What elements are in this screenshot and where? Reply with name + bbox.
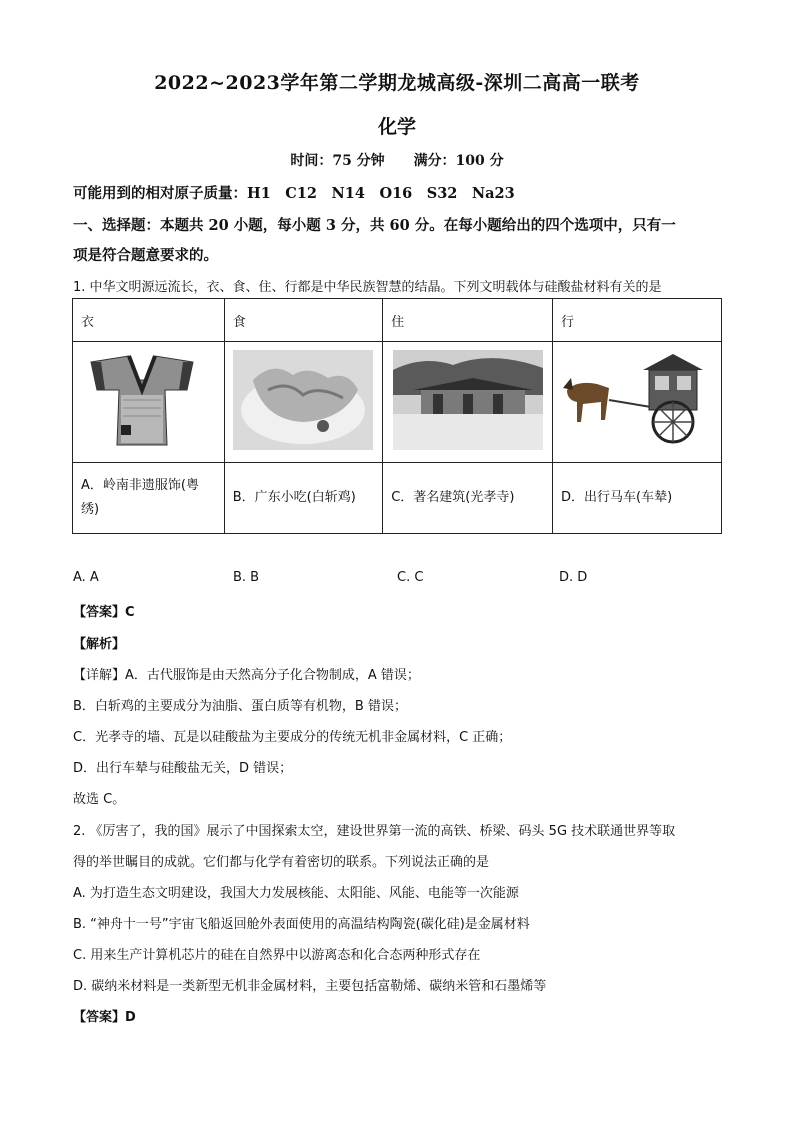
page-title: 2022~2023学年第二学期龙城高级-深圳二高高一联考: [154, 72, 640, 94]
q1-analysis: 【解析】: [73, 637, 126, 652]
caption-a-line2: 绣): [81, 502, 100, 517]
q2-stem-line2: 得的举世瞩目的成就。它们都与化学有着密切的联系。下列说法正确的是: [73, 855, 490, 870]
q2-option-a: A. 为打造生态文明建设，我国大力发展核能、太阳能、风能、电能等一次能源: [73, 886, 519, 901]
q1-stem: 1. 中华文明源远流长，衣、食、住、行都是中华民族智慧的结晶。下列文明载体与硅酸盐材料有关的是: [73, 280, 662, 295]
caption-c: C．著名建筑(光孝寺): [383, 463, 553, 534]
choice-c: C. C: [397, 570, 424, 585]
image-robe: [73, 342, 225, 463]
caption-a-line1: A．岭南非遗服饰(粤: [81, 478, 199, 493]
atomic-masses: 可能用到的相对原子质量：H1 C12 N14 O16 S32 Na23: [73, 185, 515, 202]
caption-b: B．广东小吃(白斩鸡): [224, 463, 382, 534]
subject-title: 化学: [377, 116, 416, 138]
carriage-image: [557, 350, 717, 450]
header-clothing: 衣: [73, 299, 225, 342]
q2-answer: 【答案】D: [73, 1010, 136, 1025]
q1-table: [72, 298, 722, 534]
q2-option-d: D. 碳纳米材料是一类新型无机非金属材料，主要包括富勒烯、碳纳米管和石墨烯等: [73, 979, 547, 994]
choice-d: D. D: [559, 570, 588, 585]
q1-explain-1: 【详解】A．古代服饰是由天然高分子化合物制成，A 错误；: [73, 668, 420, 683]
image-temple: [383, 342, 553, 463]
q1-answer: 【答案】C: [73, 605, 135, 620]
exam-score: 满分：100 分: [413, 153, 504, 169]
image-carriage: [553, 342, 722, 463]
exam-info: [0, 150, 794, 170]
q2-stem-line1: 2. 《厉害了，我的国》展示了中国探索太空，建设世界第一流的高铁、桥梁、码头 5G 技术联通世界等取: [73, 824, 676, 839]
caption-d: D．出行马车(车辇): [553, 463, 722, 534]
chicken-image: [233, 350, 373, 450]
header-food: 食: [224, 299, 382, 342]
section-heading-line2: 项是符合题意要求的。: [73, 247, 218, 264]
choice-b: B. B: [233, 570, 260, 585]
robe-image: [81, 350, 216, 450]
header-travel: 行: [553, 299, 722, 342]
q1-explain-2: B．白斩鸡的主要成分为油脂、蛋白质等有机物，B 错误；: [73, 699, 407, 714]
header-housing: 住: [383, 299, 553, 342]
q1-explain-5: 故选 C。: [73, 792, 126, 807]
caption-a: [73, 463, 225, 534]
section-heading-line1: 一、选择题：本题共 20 小题，每小题 3 分，共 60 分。在每小题给出的四个选项中，只有一: [73, 217, 676, 234]
exam-time: 时间：75 分钟: [290, 153, 385, 169]
q1-explain-3: C．光孝寺的墙、瓦是以硅酸盐为主要成分的传统无机非金属材料，C 正确；: [73, 730, 512, 745]
choice-a: A. A: [73, 570, 99, 585]
image-chicken: [224, 342, 382, 463]
q2-option-c: C. 用来生产计算机芯片的硅在自然界中以游离态和化合态两种形式存在: [73, 948, 481, 963]
temple-image: [393, 350, 543, 450]
q1-explain-4: D．出行车辇与硅酸盐无关，D 错误；: [73, 761, 293, 776]
q2-option-b: B. “神舟十一号”宇宙飞船返回舱外表面使用的高温结构陶瓷(碳化硅)是金属材料: [73, 917, 530, 932]
